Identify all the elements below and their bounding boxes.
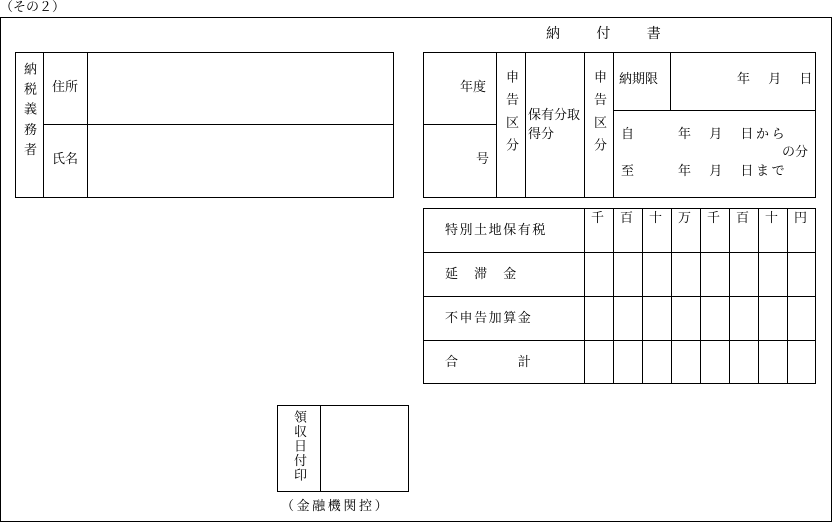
row-label-land-tax: 特別土地保有税 (445, 223, 547, 238)
sheet-label: （その２） (0, 0, 66, 15)
digit-header: 円 (794, 211, 808, 226)
period-to-label: 至 (621, 164, 635, 179)
bank-copy-label: （金融機関控） (281, 499, 391, 514)
form-title: 納 付 書 (546, 26, 664, 42)
deadline-date[interactable]: 年 月 日 (737, 72, 816, 87)
row-label-total: 合 計 (445, 355, 533, 370)
digit-header: 十 (765, 211, 779, 226)
row-label-late-fee: 延 滞 金 (445, 267, 518, 282)
row-label-penalty: 不申告加算金 (445, 311, 533, 326)
period-from-label: 自 (621, 127, 635, 142)
deadline-label: 納期限 (619, 72, 659, 87)
digit-header: 万 (678, 211, 692, 226)
year-label: 年度 (460, 80, 487, 95)
number-label: 号 (476, 152, 490, 167)
digit-header: 十 (649, 211, 663, 226)
digit-header: 千 (707, 211, 721, 226)
digit-header: 百 (620, 211, 634, 226)
filing-category-label-1: 申告区分 (503, 70, 518, 161)
stamp-area[interactable] (321, 406, 408, 491)
tax-type-label: 保有分取得分 (528, 108, 581, 142)
name-label: 氏名 (52, 152, 79, 167)
address-label: 住所 (52, 80, 79, 95)
taxpayer-side-label: 納税義務者 (21, 62, 36, 163)
period-to-date[interactable]: 年 月 日まで (678, 164, 788, 179)
filing-category-label-2: 申告区分 (591, 70, 606, 161)
digit-header: 百 (736, 211, 750, 226)
receipt-stamp-label: 領収日付印 (291, 410, 306, 483)
digit-header: 千 (591, 211, 605, 226)
period-from-date[interactable]: 年 月 日から (678, 127, 788, 142)
period-suffix: の分 (782, 145, 809, 160)
